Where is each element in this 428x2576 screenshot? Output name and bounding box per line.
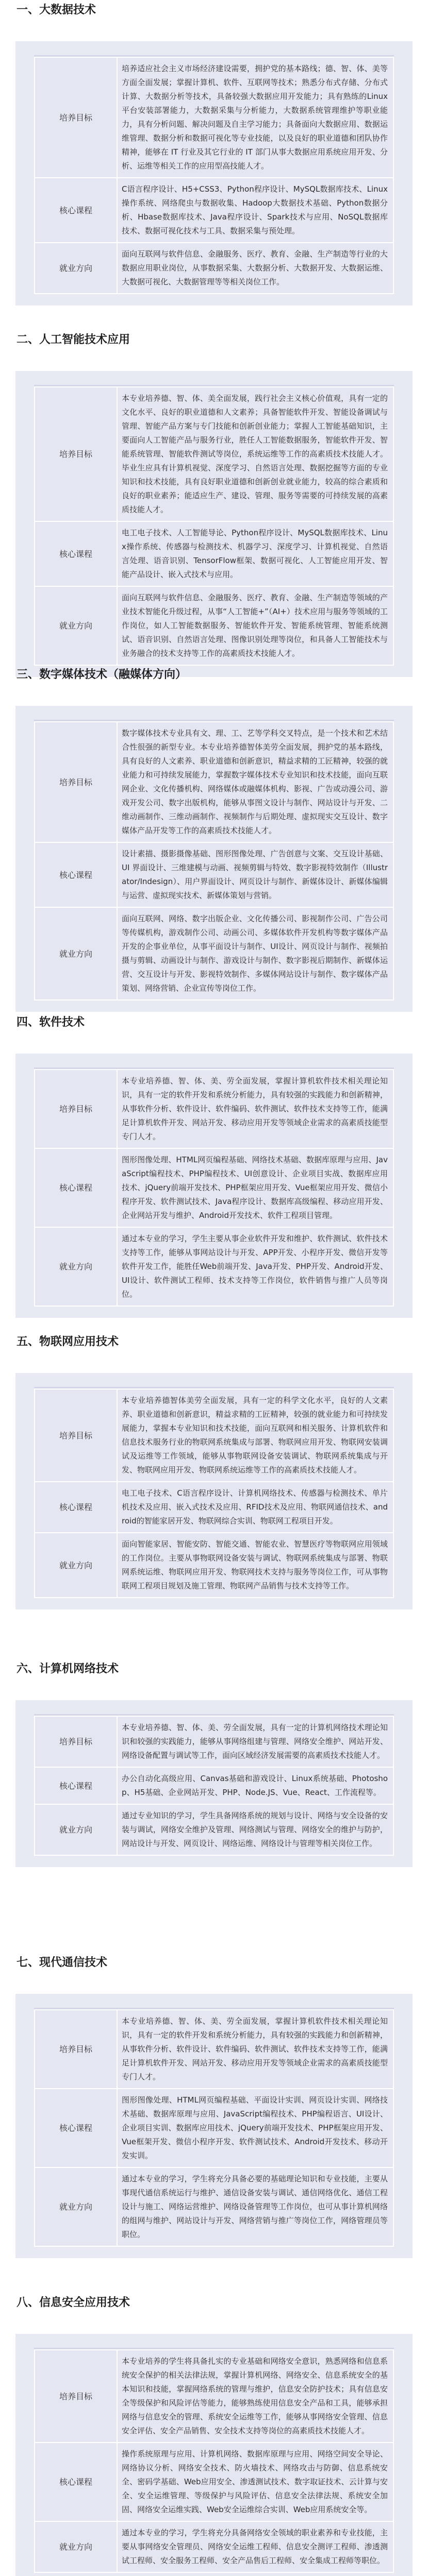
section-computer-network [0,1659,428,1867]
section-iot [0,1332,428,1609]
row-content: 本专业培养德、智、体、美、劳全面发展，掌握计算机软件技术相关理论知识，具有一定的软件开发和系统分析能力，具有较强的实践能力和创新精神，从事软件分析、软件设计、软件编码、软件测试、软件技术支持等工作，能满足计算机软件开发、网站开发、移动应用开发等领域企业需求的高素质技能型专门人才。 [117,1070,393,1148]
table-row [35,243,393,294]
row-content: 电工电子技术、人工智能导论、Python程序设计、MySQL数据库技术、Linux操作系统、传感器与检测技术、机器学习、深度学习、计算机视觉、自然语言处理、语音识别、TensorFlow框架、数据可视化、人工智能应用开发、智能产品设计、嵌入式技术与应用。 [117,521,393,586]
program-card [15,2334,413,2576]
table-row [35,2521,393,2572]
row-content: 面向智能家居、智能安防、智能交通、智能农业、智慧医疗等物联网应用领域的工作岗位。主要从事物联网设备安装与调试、物联网系统集成与部署、物联网系统运维、物联网应用开发、物联网技术支持与服务等岗位工作，可从事物联网工程项目规划及施工管理、物联网产品销售与技术支持等工作。 [117,1533,393,1598]
row-content: 图形图像处理、HTML网页编程基础、网络技术基础、数据库原理与应用、JavaScript编程技术、PHP编程技术、UI创意设计、企业项目实战、数据库应用技术、jQuery前端开发技术、PHP框架应用开发、Vue框架应用开发、微信小程序开发、软件测试技术、Java程序设计、数据库高级编程、移动应用开发、企业网站开发与维护、Android开发技术、软件工程项目管理。 [117,1148,393,1227]
program-card [15,1700,413,1867]
row-label: 就业方向 [35,586,117,665]
row-label: 核心课程 [35,1767,117,1804]
table-row [35,1148,393,1227]
program-table [34,1069,394,1307]
program-table [34,57,394,294]
program-table [34,1716,394,1856]
table-row [35,2089,393,2167]
table-row [35,1804,393,1855]
row-label: 核心课程 [35,1482,117,1533]
row-label: 就业方向 [35,2521,117,2572]
row-label: 核心课程 [35,2443,117,2521]
row-label: 核心课程 [35,842,117,907]
section-communication [0,1953,428,2258]
row-content: 数字媒体技术专业具有文、理、工、艺等学科交叉特点，是一个技术和艺术结合性很强的新型专业。本专业培养德智体美劳全面发展，拥护党的基本路线，具有良好的人文素养、职业道德和创新意识，精益求精的工匠精神，较强的就业能力和可持续发展能力，掌握数字媒体技术专业知识和技术技能，面向互联网企业、文化传播机构、网络媒体或融媒体机构、影视、广告或动漫公司、游戏开发公司、数字出版机构，能够从事图文设计与制作、网站设计与开发、二维动画制作、三维动画制作、视频制作与后期处理、虚拟现实交互设计、数字媒体产品开发等工作的高素质技术技能人才。 [117,722,393,842]
program-table [34,721,394,1001]
table-row [35,387,393,521]
section-title: 七、现代通信技术 [17,1956,108,1969]
program-table [34,1388,394,1598]
row-content: 面向互联网与软件信息、金融服务、医疗、教育、金融、生产制造等行业的大数据应用职业岗位，从事数据采集、大数据分析、大数据开发、大数据运维、大数据可视化、大数据管理等等相关岗位工作。 [117,243,393,294]
row-label: 核心课程 [35,178,117,243]
row-label: 培养目标 [35,1716,117,1767]
row-label: 核心课程 [35,1148,117,1227]
table-row [35,2010,393,2089]
row-content: C语言程序设计、H5+CSS3、Python程序设计、MySQL数据库技术、Linux操作系统、网络爬虫与数据收集、Hadoop大数据技术基础、Python数据分析、Hbase数据库技术、Java程序设计、Spark技术与应用、NoSQL数据库技术、数据可视化技术与工具、数据采集与预处理。 [117,178,393,243]
table-row [35,1716,393,1767]
table-row [35,1070,393,1148]
section-title: 三、数字媒体技术（融媒体方向） [17,668,187,681]
table-row [35,521,393,586]
row-content: 设计素描、摄影摄像基础、图形图像处理、广告创意与文案、交互设计基础、UI 界面设计、三维建模与动画、视频剪辑与特效、数字影视特效制作（Illustrator/Indesign）、用户界面设计、网页设计与制作、新媒体设计、新媒体编辑与运营、虚拟现实技术、新媒体策划与营销。 [117,842,393,907]
section-big-data [0,0,428,306]
program-table [34,2349,394,2573]
row-content: 办公自动化高级应用、Canvas基础和游戏设计、Linux系统基础、Photoshop、H5基础、企业网站开发、PHP、Node.JS、Vue、React、工作流程等。 [117,1767,393,1804]
row-content: 本专业培养德、智、体、美全面发展，践行社会主义核心价值观，具有一定的文化水平、良好的职业道德和人文素养；具备智能软件开发、智能设备调试与管理、智能产品方案与专门技能和创新创业能力；掌握人工智能基础知识，主要面向人工智能产品与服务行业，胜任人工智能数据服务，智能软件开发、智能系统管理、智能软件测试等岗位，系统运维等工作的高素质技术技能人才。毕业生应具有计算机视觉、深度学习、自然语言处理、数据挖掘等方面的专业知识和技术技能，具有良好职业道德和创新创业就业能力，较高的综合素质和良好的职业素养；能适应生产、建设、管理、服务等需要的可持续发展的高素质技能人才。 [117,387,393,521]
row-content: 本专业培养德智体美劳全面发展，具有一定的科学文化水平，良好的人文素养、职业道德和创新意识，精益求精的工匠精神，较强的就业能力和可持续发展能力，掌握本专业知识和技术技能，面向互联网和相关服务、计算机软件和信息技术服务行业的物联网系统集成与部署、物联网应用开发、物联网安装调试及运维等工作领域，能够从事物联网设备安装调试、物联网系统集成与开发、物联网应用开发、物联网系统运维等工作的高素质技术技能人才。 [117,1389,393,1482]
section-digital-media [0,665,428,1012]
table-row [35,57,393,178]
table-row [35,1482,393,1533]
row-content: 本专业培养德、智、体、美、劳全面发展，掌握计算机软件技术相关理论知识，具有一定的软件开发和系统分析能力，具有较强的实践能力和创新精神，从事软件分析、软件设计、软件编码、软件测试、软件技术支持等工作，能满足计算机软件开发、网站开发、移动应用开发等领域企业需求的高素质技能型专门人才。 [117,2010,393,2089]
row-label: 就业方向 [35,1804,117,1855]
program-table [34,2009,394,2247]
table-row [35,586,393,665]
section-ai [0,330,428,677]
row-content: 面向互联网、网络、数字出版企业、文化传播公司、影视制作公司、广告公司等传媒机构，游戏制作公司、动画公司、多媒体软件开发机构等数字媒体产品开发的企事业单位，从事平面设计与制作、UI设计、网页设计与制作、视频拍摄与剪辑、动画设计与制作、游戏设计与制作、数字影视后期制作、新媒体运营、交互设计与开发、影视特效制作、多媒体网站设计与制作、数字媒体产品策划、网络营销、企业宣传等岗位工作。 [117,907,393,1000]
table-row [35,2350,393,2443]
section-title: 二、人工智能技术应用 [17,333,130,346]
program-card [15,1054,413,1318]
table-row [35,1389,393,1482]
section-title: 八、信息安全应用技术 [17,2296,130,2309]
program-card [15,1994,413,2258]
row-label: 培养目标 [35,722,117,842]
row-content: 图形图像处理、HTML网页编程基础、平面设计实训、网页设计实训、网络技术基础、数据库原理与应用、JavaScript编程技术、PHP编程语言、UI设计、企业项目实训、数据库应用技术、jQuery前端开发技术、PHP框架应用开发、Vue框架开发、微信小程序开发、软件测试技术、Android开发技术、移动开发实训。 [117,2089,393,2167]
table-row [35,178,393,243]
row-label: 培养目标 [35,2350,117,2443]
program-card [15,1373,413,1609]
row-label: 培养目标 [35,2010,117,2089]
program-card [15,41,413,306]
row-label: 培养目标 [35,387,117,521]
program-card [15,706,413,1012]
row-content: 本专业培养德、智、体、美、劳全面发展，具有一定的计算机网络技术理论知识和较强的实践能力，能够从事网络组建与管理、网络安全维护、网站开发、网络设备配置与调试等工作，面向区域经济发展需要的高素质技术技能人才。 [117,1716,393,1767]
row-label: 核心课程 [35,2089,117,2167]
table-row [35,1767,393,1804]
row-label: 就业方向 [35,1533,117,1598]
row-content: 本专业培养的学生将具备扎实的专业基础和网络安全意识，熟悉网络和信息系统安全保护的相关法律法规，掌握计算机网络、网络安全、信息系统安全的基本知识和技能，掌握网络系统的管理与维护，信息安全防护技术；具有信息安全等级保护和风险评估等能力，能够熟练使用信息安全产品和工具，能够承担网络与信息安全的管理、系统安全运维等工作，能够从事网络安全管理、信息安全评估、安全产品销售、安全技术支持等岗位的高素质技术技能人才。 [117,2350,393,2443]
row-content: 通过本专业的学习，学生将充分具备网络安全领域的职业素养和专业技能，主要从事网络安全管理员、网络安全运维工程师、信息安全测评工程师、渗透测试工程师、安全服务工程师、安全产品售后工程师、安全集成工程师等职位。 [117,2521,393,2572]
section-title: 六、计算机网络技术 [17,1663,119,1675]
row-content: 电工电子技术、C语言程序设计、计算机网络技术、传感器与检测技术、单片机技术及应用、嵌入式技术及应用、RFID技术及应用、物联网通信技术、android的智能家居开发、物联网综合实训、物联网工程项目开发。 [117,1482,393,1533]
table-row [35,2443,393,2521]
table-row [35,722,393,842]
program-card [15,371,413,677]
row-label: 核心课程 [35,521,117,586]
section-title: 四、软件技术 [17,1016,85,1029]
table-row [35,1533,393,1598]
row-label: 培养目标 [35,1070,117,1148]
row-label: 就业方向 [35,2167,117,2246]
table-row [35,1227,393,1306]
section-info-security [0,2293,428,2576]
row-content: 面向互联网与软件信息、金融服务、医疗、教育、金融、生产制造等领域的产业技术智能化升级过程，从事“人工智能+”（AI+）技术应用与服务等领域的工作岗位，如人工智能数据服务、智能软件开发、智能系统管理、智能系统测试、语音识别、自然语言处理、图像识别处理等岗位，和具备人工智能技术与业务融合的技术支持等工作的高素质技术技能人才。 [117,586,393,665]
row-content: 培养适应社会主义市场经济建设需要，拥护党的基本路线；德、智、体、美等方面全面发展；掌握计算机、软件、互联网等技术；熟悉分布式存储、分布式计算、大数据分析等技术，具备较强大数据应用开发能力；具有熟练的Linux平台安装部署能力，大数据采集与分析能力，大数据系统管理维护等职业能力，具有分析问题、解决问题及自主学习能力；具备面向大数据应用、数据运维管理、数据分析和数据可视化等专业技能，以及良好的职业道德和团队协作精神，能够在 IT 行业及其它行业的 IT 部门从事大数据应用系统应用开发、分析、运维等相关工作的应用型高技能人才。 [117,57,393,178]
section-software [0,1012,428,1318]
row-content: 操作系统原理与应用、计算机网络、数据库原理与应用、网络空间安全导论、网络协议分析、网络安全技术、防火墙技术、网络攻击与防御、信息系统安全、密码学基础、Web应用安全、渗透测试技术、数字取证技术、云计算与安全、安全运维管理、等级保护与风险评估、信息安全法律法规、系统安全加固、网络安全运维实践、Web安全运维综合实训、Web应用系统安全等。 [117,2443,393,2521]
row-label: 就业方向 [35,907,117,1000]
table-row [35,907,393,1000]
row-label: 培养目标 [35,1389,117,1482]
table-row [35,842,393,907]
row-label: 就业方向 [35,1227,117,1306]
section-title: 五、物联网应用技术 [17,1335,119,1348]
row-content: 通过本专业的学习，学生主要从事企业软件开发和维护、软件测试、软件技术支持等工作，能够从事网站设计与开发、APP开发、小程序开发、微信开发等软件开发工作，能胜任Web前端开发、Java开发、PHP开发、Android开发、UI设计、软件测试工程师、技术支持等工作岗位，软件销售与推广人员等岗位。 [117,1227,393,1306]
row-content: 通过本专业的学习，学生将充分具备必要的基础理论知识和专业技能，主要从事现代通信系统运行与维护、通信设备安装与调试、通信网络优化、通信工程设计与施工、网络运营维护、网络设备管理等工作岗位，也可从事计算机网络的组网与维护、网站设计与开发、网络营销与推广等岗位工作，网络管理员等职位。 [117,2167,393,2246]
section-title: 一、大数据技术 [17,4,96,16]
row-content: 通过专业知识的学习，学生具备网络系统的规划与设计、网络与安全设备的安装与调试，网络安全维护及管理、网络测试与管理、网络安全的维护与防护，网站设计与开发、网页设计、网络运维、网络设计与管理等相关岗位工作。 [117,1804,393,1855]
program-table [34,386,394,666]
row-label: 培养目标 [35,57,117,178]
table-row [35,2167,393,2246]
row-label: 就业方向 [35,243,117,294]
